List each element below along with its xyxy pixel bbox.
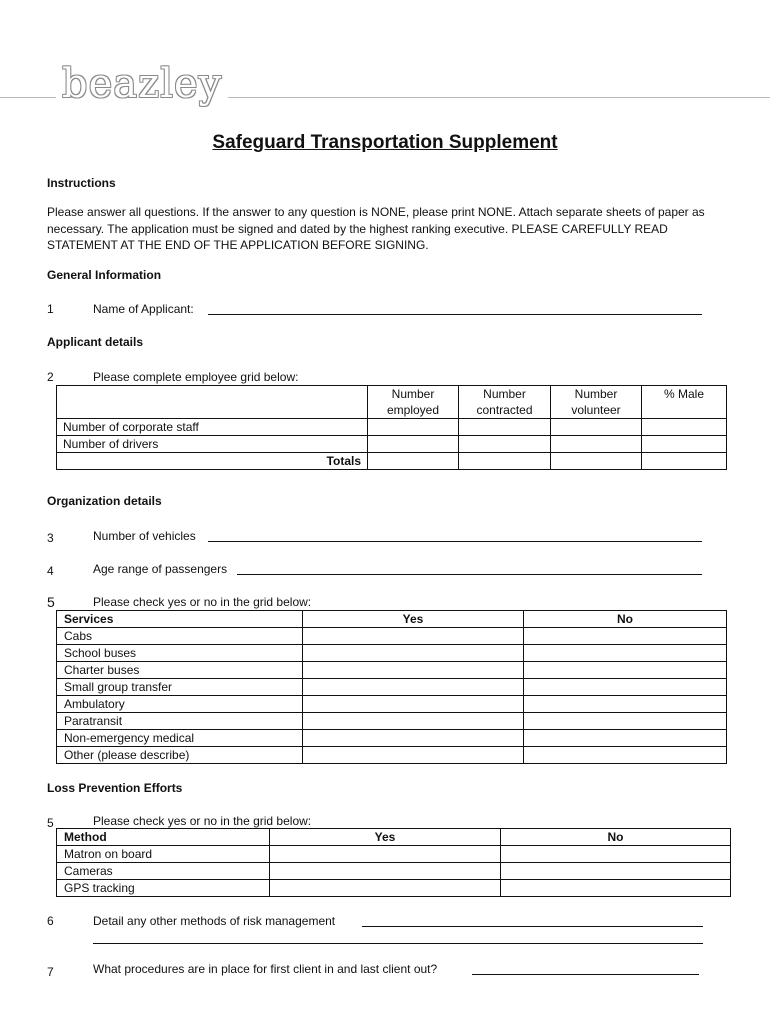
row-label: Matron on board [57, 846, 270, 863]
table-row [57, 730, 727, 747]
input-cell[interactable] [642, 453, 727, 470]
table-row [57, 696, 727, 713]
applicant-details-heading: Applicant details [47, 335, 144, 349]
employee-grid [56, 385, 727, 470]
row-label: Cabs [57, 628, 303, 645]
vehicles-field[interactable] [208, 541, 702, 542]
table-row [57, 880, 731, 897]
loss-prevention-heading: Loss Prevention Efforts [47, 781, 183, 795]
table-row [57, 628, 727, 645]
table-row [57, 863, 731, 880]
table-row [57, 645, 727, 662]
input-cell[interactable] [551, 453, 642, 470]
instructions-heading: Instructions [47, 176, 116, 190]
question-number: 3 [47, 531, 54, 545]
input-cell[interactable] [551, 436, 642, 453]
question-number: 2 [47, 370, 54, 384]
client-procedures-label: What procedures are in place for first client in and last client out? [93, 962, 438, 976]
risk-management-label: Detail any other methods of risk management [93, 914, 336, 928]
risk-management-field-continued[interactable] [93, 943, 703, 944]
client-procedures-field[interactable] [472, 974, 699, 975]
question-number: 5 [47, 594, 55, 610]
yes-cell[interactable] [303, 679, 524, 696]
input-cell[interactable] [642, 436, 727, 453]
organization-details-heading: Organization details [47, 494, 162, 508]
column-header: Yes [270, 829, 501, 846]
services-grid-header [57, 611, 727, 628]
input-cell[interactable] [551, 419, 642, 436]
input-cell[interactable] [459, 453, 551, 470]
table-row [57, 679, 727, 696]
employee-grid-corner [57, 386, 368, 419]
no-cell[interactable] [501, 846, 731, 863]
yes-cell[interactable] [303, 645, 524, 662]
table-row [57, 436, 727, 453]
column-header: Number volunteer [551, 386, 642, 419]
yes-cell[interactable] [303, 747, 524, 764]
row-label: School buses [57, 645, 303, 662]
yes-cell[interactable] [303, 696, 524, 713]
row-label: Cameras [57, 863, 270, 880]
totals-row [57, 453, 727, 470]
table-row [57, 419, 727, 436]
no-cell[interactable] [524, 679, 727, 696]
methods-grid-header [57, 829, 731, 846]
applicant-name-field[interactable] [208, 314, 702, 315]
input-cell[interactable] [368, 453, 459, 470]
column-header: Yes [303, 611, 524, 628]
column-header: Services [57, 611, 303, 628]
applicant-name-label: Name of Applicant: [93, 302, 194, 316]
input-cell[interactable] [642, 419, 727, 436]
passenger-age-label: Age range of passengers [93, 562, 228, 576]
services-grid [56, 610, 727, 764]
employee-grid-header [57, 386, 727, 419]
table-row [57, 747, 727, 764]
yes-cell[interactable] [303, 730, 524, 747]
no-cell[interactable] [524, 645, 727, 662]
table-row [57, 846, 731, 863]
services-grid-label: Please check yes or no in the grid below: [93, 595, 312, 609]
input-cell[interactable] [368, 436, 459, 453]
yes-cell[interactable] [303, 662, 524, 679]
row-label: Charter buses [57, 662, 303, 679]
column-header: Number employed [368, 386, 459, 419]
yes-cell[interactable] [303, 628, 524, 645]
column-header: % Male [642, 386, 727, 419]
input-cell[interactable] [459, 436, 551, 453]
methods-grid [56, 828, 731, 897]
column-header: No [501, 829, 731, 846]
yes-cell[interactable] [303, 713, 524, 730]
row-label: Ambulatory [57, 696, 303, 713]
no-cell[interactable] [501, 863, 731, 880]
row-label: Paratransit [57, 713, 303, 730]
column-header: Number contracted [459, 386, 551, 419]
row-label: Number of corporate staff [57, 419, 368, 436]
row-label: Non-emergency medical [57, 730, 303, 747]
no-cell[interactable] [524, 696, 727, 713]
question-number: 4 [47, 564, 54, 578]
question-number: 5 [47, 816, 54, 830]
employee-grid-label: Please complete employee grid below: [93, 370, 299, 384]
no-cell[interactable] [524, 662, 727, 679]
no-cell[interactable] [524, 713, 727, 730]
question-number: 1 [47, 302, 54, 316]
row-label: GPS tracking [57, 880, 270, 897]
yes-cell[interactable] [270, 846, 501, 863]
input-cell[interactable] [459, 419, 551, 436]
table-row [57, 713, 727, 730]
no-cell[interactable] [501, 880, 731, 897]
row-label: Number of drivers [57, 436, 368, 453]
no-cell[interactable] [524, 747, 727, 764]
table-row [57, 662, 727, 679]
question-number: 6 [47, 914, 54, 928]
no-cell[interactable] [524, 628, 727, 645]
page-title: Safeguard Transportation Supplement [212, 132, 558, 153]
row-label: Other (please describe) [57, 747, 303, 764]
totals-label: Totals [57, 453, 368, 470]
instructions-text: Please answer all questions. If the answer to any question is NONE, please print NONE. Attach separate sheets of paper as necessary. The application must be signed and dated by the highest ranking executive. PLEASE CAREFULLY READ STATEMENT AT THE END OF THE APPLICATION BEFORE SIGNING. [47, 205, 705, 252]
column-header: No [524, 611, 727, 628]
risk-management-field[interactable] [362, 926, 703, 927]
general-information-heading: General Information [47, 268, 162, 282]
column-header: Method [57, 829, 270, 846]
methods-grid-label: Please check yes or no in the grid below: [93, 814, 312, 828]
beazley-logo: beazley [56, 62, 228, 106]
row-label: Small group transfer [57, 679, 303, 696]
vehicles-label: Number of vehicles [93, 529, 196, 543]
input-cell[interactable] [368, 419, 459, 436]
question-number: 7 [47, 965, 54, 979]
yes-cell[interactable] [270, 863, 501, 880]
no-cell[interactable] [524, 730, 727, 747]
passenger-age-field[interactable] [237, 574, 702, 575]
yes-cell[interactable] [270, 880, 501, 897]
